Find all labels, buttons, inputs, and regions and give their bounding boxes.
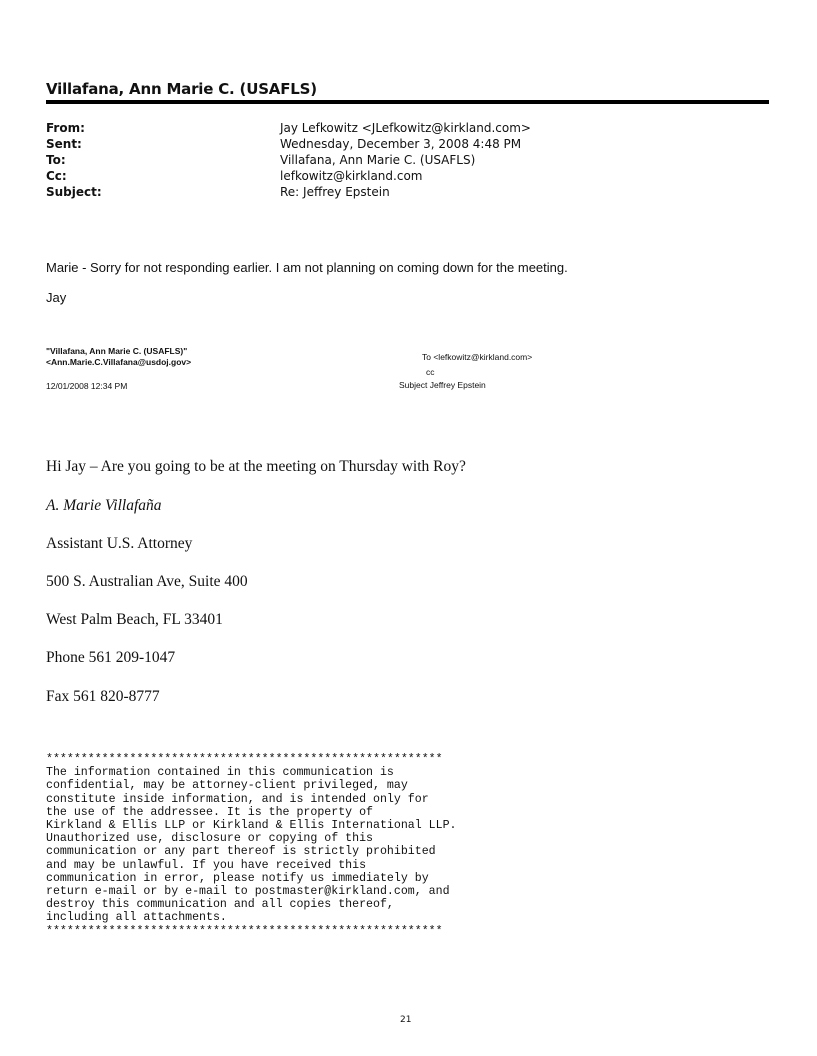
sent-label: Sent: [46,137,82,151]
quoted-cc: cc [426,367,435,377]
original-greeting: Hi Jay – Are you going to be at the meeting on Thursday with Roy? [46,458,466,475]
quoted-sender-email: <Ann.Marie.C.Villafana@usdoj.gov> [46,357,192,367]
to-value: Villafana, Ann Marie C. (USAFLS) [280,153,476,167]
document-header-name: Villafana, Ann Marie C. (USAFLS) [46,80,317,98]
to-label: To: [46,153,66,167]
signature-fax: Fax 561 820-8777 [46,688,160,705]
subject-label: Subject: [46,185,102,199]
signature-phone: Phone 561 209-1047 [46,649,176,666]
header-rule [46,100,769,104]
page-number: 21 [400,1015,412,1025]
quoted-subject: Subject Jeffrey Epstein [399,380,486,390]
signature-address-line2: West Palm Beach, FL 33401 [46,611,223,628]
from-label: From: [46,121,85,135]
signature-name: A. Marie Villafaña [46,497,162,514]
signature-address-line1: 500 S. Australian Ave, Suite 400 [46,573,248,590]
signature-title: Assistant U.S. Attorney [46,535,193,552]
reply-signoff: Jay [46,290,67,305]
quoted-date: 12/01/2008 12:34 PM [46,381,128,391]
from-value: Jay Lefkowitz <JLefkowitz@kirkland.com> [280,121,531,135]
cc-value: lefkowitz@kirkland.com [280,169,423,183]
cc-label: Cc: [46,169,67,183]
reply-body: Marie - Sorry for not responding earlier. I am not planning on coming down for the meeting. [46,260,568,275]
quoted-sender-name: "Villafana, Ann Marie C. (USAFLS)" [46,346,188,356]
confidentiality-disclaimer: ********************************************************* The information contained in this communication is confidential, may be attorney-client privileged, may constitute inside information, and is intended only for the use of the addressee. It is the property of Kirkland & Ellis LLP or Kirkland & Ellis International LLP. Unauthorized use, disclosure or copying of this communication or any part thereof is strictly prohibited and may be unlawful. If you have received this communication in error, please notify us immediately by return e-mail or by e-mail to postmaster@kirkland.com, and destroy this communication and all copies thereof, including all attachments. ********************************************************* [46,753,457,938]
subject-value: Re: Jeffrey Epstein [280,185,390,199]
sent-value: Wednesday, December 3, 2008 4:48 PM [280,137,522,151]
quoted-to: To <lefkowitz@kirkland.com> [422,352,533,362]
